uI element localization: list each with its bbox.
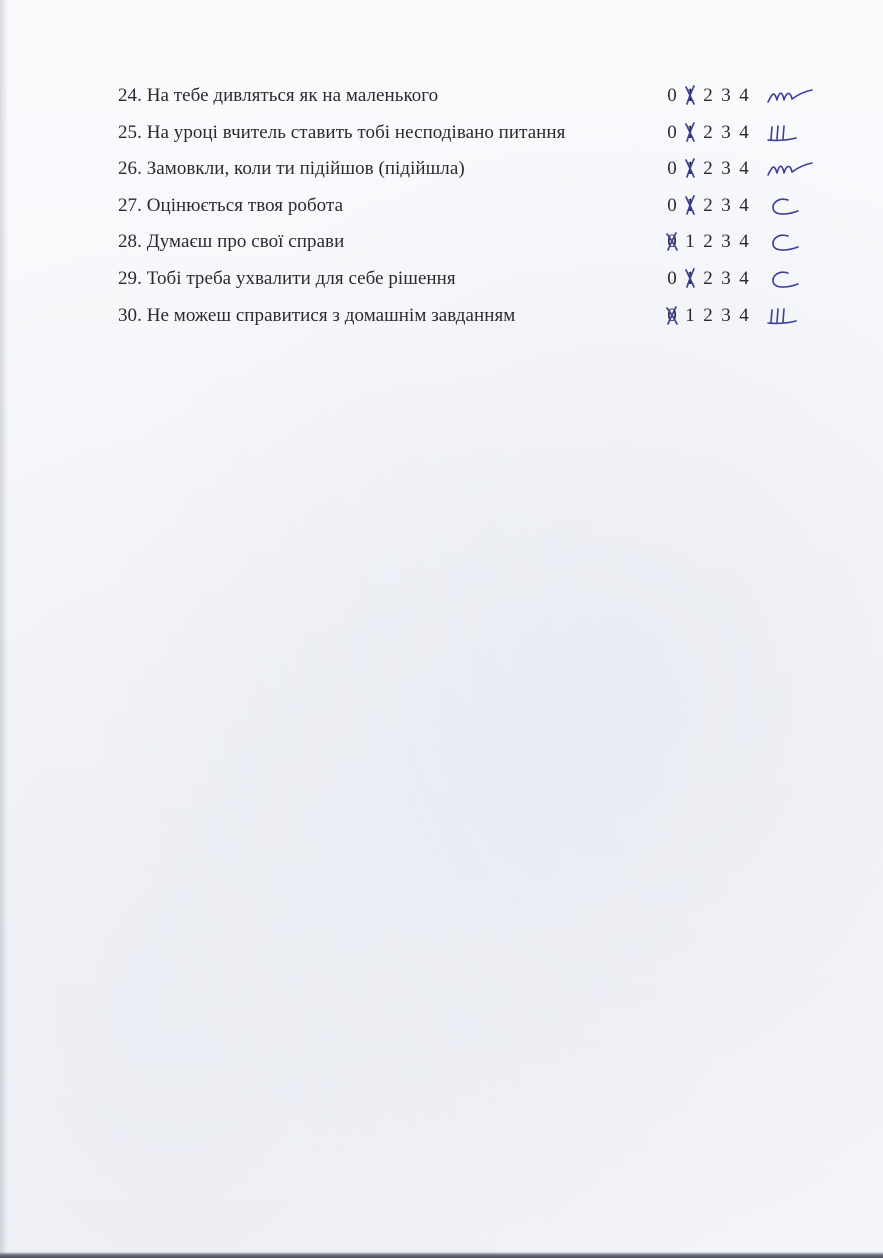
- scale-option-3: 3: [721, 158, 731, 180]
- scale-option-1: 1: [685, 85, 695, 106]
- scale-option-2: 2: [703, 194, 713, 216]
- question-text: [118, 119, 565, 147]
- scale-option-4: 4: [739, 121, 749, 143]
- handwritten-note: [766, 267, 818, 291]
- handwritten-note: [766, 194, 818, 218]
- question-row: [118, 228, 838, 265]
- handwritten-note: [766, 304, 818, 328]
- scale-option-4: 4: [739, 158, 749, 180]
- answer-scale: [662, 192, 762, 220]
- scale-option-2: 2: [703, 304, 713, 326]
- answer-scale: [662, 119, 762, 147]
- handwritten-note: [766, 121, 818, 145]
- answer-scale: [662, 302, 762, 330]
- scale-option-2: 2: [703, 121, 713, 143]
- scan-edge-shadow: [0, 0, 8, 1258]
- questionnaire-list: [118, 82, 838, 338]
- question-text: [118, 82, 438, 110]
- handwritten-note: [766, 157, 818, 181]
- scale-option-2: 2: [703, 267, 713, 289]
- scale-option-0: 0: [667, 231, 677, 253]
- scale-option-0: 0: [667, 304, 677, 326]
- scale-option-0: 0: [667, 85, 677, 106]
- answer-scale: [662, 82, 762, 110]
- scale-option-1: 1: [685, 304, 695, 326]
- scale-option-3: 3: [721, 267, 731, 289]
- scale-option-1: 1: [685, 231, 695, 253]
- handwritten-note: [766, 84, 818, 108]
- scale-option-4: 4: [739, 231, 749, 253]
- scale-option-1: 1: [685, 158, 695, 180]
- scale-option-3: 3: [721, 304, 731, 326]
- scale-option-2: 2: [703, 158, 713, 180]
- scale-option-4: 4: [739, 267, 749, 289]
- question-row: [118, 265, 838, 302]
- scale-option-0: 0: [667, 267, 677, 289]
- question-row: [118, 192, 838, 229]
- scale-option-1: 1: [685, 267, 695, 289]
- question-label: На тебе дивляться як на маленького: [146, 85, 439, 106]
- scale-option-3: 3: [721, 85, 731, 106]
- scale-option-3: 3: [721, 231, 731, 253]
- scale-option-3: 3: [721, 194, 731, 216]
- question-row: [118, 155, 838, 192]
- scale-option-1: 1: [685, 121, 695, 143]
- scale-option-0: 0: [667, 121, 677, 143]
- question-number: 25.: [118, 121, 142, 143]
- question-text: [118, 302, 515, 330]
- scale-option-3: 3: [721, 121, 731, 143]
- scale-option-1: 1: [685, 194, 695, 216]
- question-label: На уроці вчитель ставить тобі несподівано питання: [146, 121, 566, 143]
- question-text: [118, 155, 465, 183]
- question-text: [118, 228, 344, 256]
- scale-option-2: 2: [703, 85, 713, 106]
- question-number: 28.: [118, 231, 142, 253]
- question-number: 24.: [118, 85, 142, 106]
- question-label: Не можеш справитися з домашнім завданням: [146, 304, 516, 326]
- scale-option-0: 0: [667, 158, 677, 180]
- answer-scale: [662, 265, 762, 293]
- question-number: 30.: [118, 304, 142, 326]
- question-row: [118, 82, 838, 119]
- scale-option-4: 4: [739, 194, 749, 216]
- scale-option-2: 2: [703, 231, 713, 253]
- question-text: [118, 192, 343, 220]
- question-label: Оцінюється твоя робота: [146, 194, 344, 216]
- handwritten-note: [766, 230, 818, 254]
- question-label: Думаєш про свої справи: [146, 231, 345, 253]
- scale-option-4: 4: [739, 304, 749, 326]
- scale-option-0: 0: [667, 194, 677, 216]
- question-number: 27.: [118, 194, 142, 216]
- question-label: Замовкли, коли ти підійшов (підійшла): [146, 158, 465, 180]
- question-label: Тобі треба ухвалити для себе рішення: [146, 267, 456, 289]
- question-number: 29.: [118, 267, 142, 289]
- question-row: [118, 119, 838, 156]
- answer-scale: [662, 155, 762, 183]
- question-row: [118, 302, 838, 339]
- question-number: 26.: [118, 158, 142, 180]
- question-text: [118, 265, 456, 293]
- scale-option-4: 4: [739, 85, 749, 106]
- scan-bottom-edge: [0, 1252, 883, 1258]
- answer-scale: [662, 228, 762, 256]
